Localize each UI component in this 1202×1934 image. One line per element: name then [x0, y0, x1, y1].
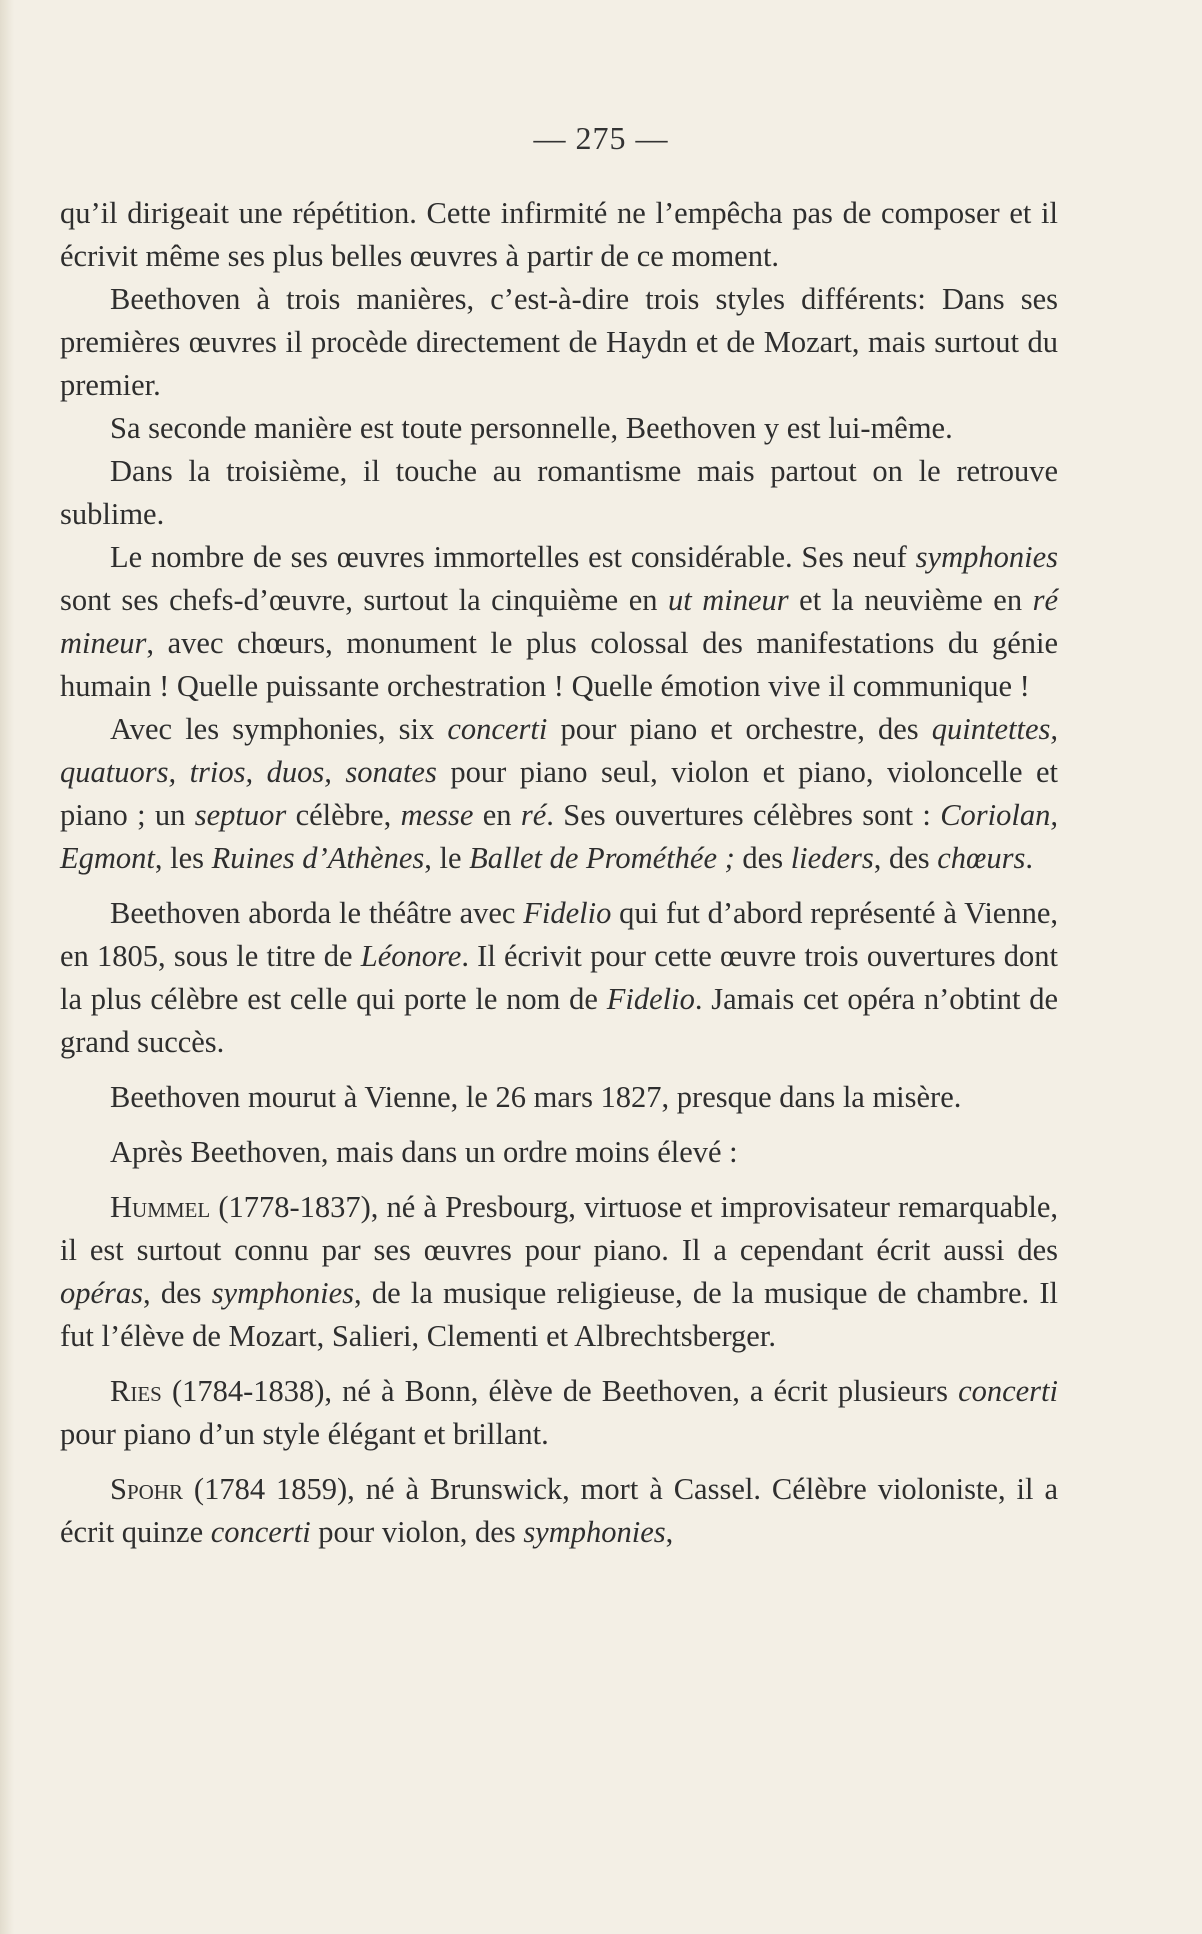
text-run: Avec les symphonies, six: [110, 712, 448, 746]
text-run: (1784 1859), né à Brunswick, mort à Cassel. Célèbre violoniste, il a écrit quinze: [60, 1472, 1058, 1549]
italic-term: chœurs: [937, 841, 1026, 875]
italic-term: concerti: [447, 712, 548, 746]
italic-term: Ruines d’Athènes: [211, 841, 425, 875]
text-run: . Jamais cet opéra n’obtint de grand succès.: [60, 982, 1058, 1059]
text-run: en: [473, 798, 521, 832]
italic-term: ré: [520, 798, 547, 832]
text-run: .: [1025, 841, 1034, 875]
text-run: Après Beethoven, mais dans un ordre moins élevé :: [110, 1135, 738, 1169]
text-run: des: [734, 841, 791, 875]
text-run: , de la musique religieuse, de la musique de chambre. Il fut l’élève de Mozart, Salieri, Clementi et Albrechtsberger.: [60, 1276, 1058, 1353]
italic-term: septuor: [194, 798, 287, 832]
text-run: , avec chœurs, monument le plus colossal des manifestations du génie humain ! Quelle puissante orchestration ! Quelle émotion vive il communique !: [60, 626, 1058, 703]
body-text: [60, 192, 1058, 1554]
italic-term: ut mineur: [668, 583, 789, 617]
paragraph: [60, 708, 1058, 880]
text-run: Sa seconde manière est toute personnelle, Beethoven y est lui-même.: [110, 411, 953, 445]
composer-name: Hummel: [110, 1190, 211, 1224]
paragraph: [60, 536, 1058, 708]
paragraph: [60, 1468, 1058, 1554]
italic-term: concerti: [210, 1515, 311, 1549]
text-run: pour violon, des: [310, 1515, 524, 1549]
paragraph: [60, 892, 1058, 1064]
italic-term: Fidelio: [523, 896, 612, 930]
text-run: pour piano d’un style élégant et brillant.: [60, 1417, 549, 1451]
italic-term: lieders: [790, 841, 874, 875]
composer-name: Ries: [110, 1374, 162, 1408]
paragraph: [60, 1370, 1058, 1456]
italic-term: Coriolan, Egmont: [60, 798, 1058, 875]
paragraph: [60, 1076, 1058, 1119]
text-run: qu’il dirigeait une répétition. Cette infirmité ne l’empêcha pas de composer et il écrivit même ses plus belles œuvres à partir de ce moment.: [60, 196, 1058, 273]
text-run: et la neuvième en: [788, 583, 1033, 617]
text-run: , des: [873, 841, 938, 875]
page-binding-edge: [0, 0, 14, 1934]
text-run: Dans la troisième, il touche au romantisme mais partout on le retrouve sublime.: [60, 454, 1058, 531]
text-run: . Il écrivit pour cette œuvre trois ouvertures dont la plus célèbre est celle qui porte le nom de: [60, 939, 1058, 1016]
italic-term: symphonies: [523, 1515, 666, 1549]
italic-term: quintettes, quatuors, trios, duos, sonates: [60, 712, 1058, 789]
italic-term: ré mineur: [60, 583, 1058, 660]
text-run: ,: [665, 1515, 674, 1549]
text-run: célèbre,: [286, 798, 401, 832]
paragraph: [60, 1131, 1058, 1174]
italic-term: Léonore: [360, 939, 462, 973]
text-run: Beethoven aborda le théâtre avec: [110, 896, 524, 930]
italic-term: symphonies: [211, 1276, 355, 1310]
italic-term: Fidelio: [606, 982, 695, 1016]
text-run: (1784-1838), né à Bonn, élève de Beethoven, a écrit plusieurs: [161, 1374, 959, 1408]
text-run: pour piano seul, violon et piano, violoncelle et piano ; un: [60, 755, 1058, 832]
composer-name: Spohr: [110, 1472, 183, 1506]
text-run: Beethoven à trois manières, c’est-à-dire trois styles différents: Dans ses premières œuvres il procède directement de Haydn et de Mozart, mais surtout du premier.: [60, 282, 1058, 402]
text-run: pour piano et orchestre, des: [547, 712, 932, 746]
text-run: qui fut d’abord représenté à Vienne, en 1805, sous le titre de: [60, 896, 1058, 973]
text-run: , le: [424, 841, 470, 875]
italic-term: opéras: [60, 1276, 144, 1310]
text-run: sont ses chefs-d’œuvre, surtout la cinquième en: [60, 583, 669, 617]
text-run: , des: [143, 1276, 212, 1310]
text-run: Beethoven mourut à Vienne, le 26 mars 1827, presque dans la misère.: [110, 1080, 962, 1114]
paragraph: [60, 192, 1058, 278]
paragraph: [60, 1186, 1058, 1358]
paragraph: [60, 450, 1058, 536]
page-number: — 275 —: [533, 120, 669, 156]
italic-term: concerti: [958, 1374, 1058, 1408]
text-run: (1778-1837), né à Presbourg, virtuose et improvisateur remarquable, il est surtout connu par ses œuvres pour piano. Il a cependant écrit aussi des: [60, 1190, 1058, 1267]
text-run: , les: [154, 841, 212, 875]
paragraph: [60, 278, 1058, 407]
paragraph: [60, 407, 1058, 450]
text-run: . Ses ouvertures célèbres sont :: [546, 798, 941, 832]
italic-term: Ballet de Prométhée ;: [469, 841, 735, 875]
text-run: Le nombre de ses œuvres immortelles est considérable. Ses neuf: [110, 540, 916, 574]
italic-term: messe: [400, 798, 474, 832]
italic-term: symphonies: [915, 540, 1058, 574]
